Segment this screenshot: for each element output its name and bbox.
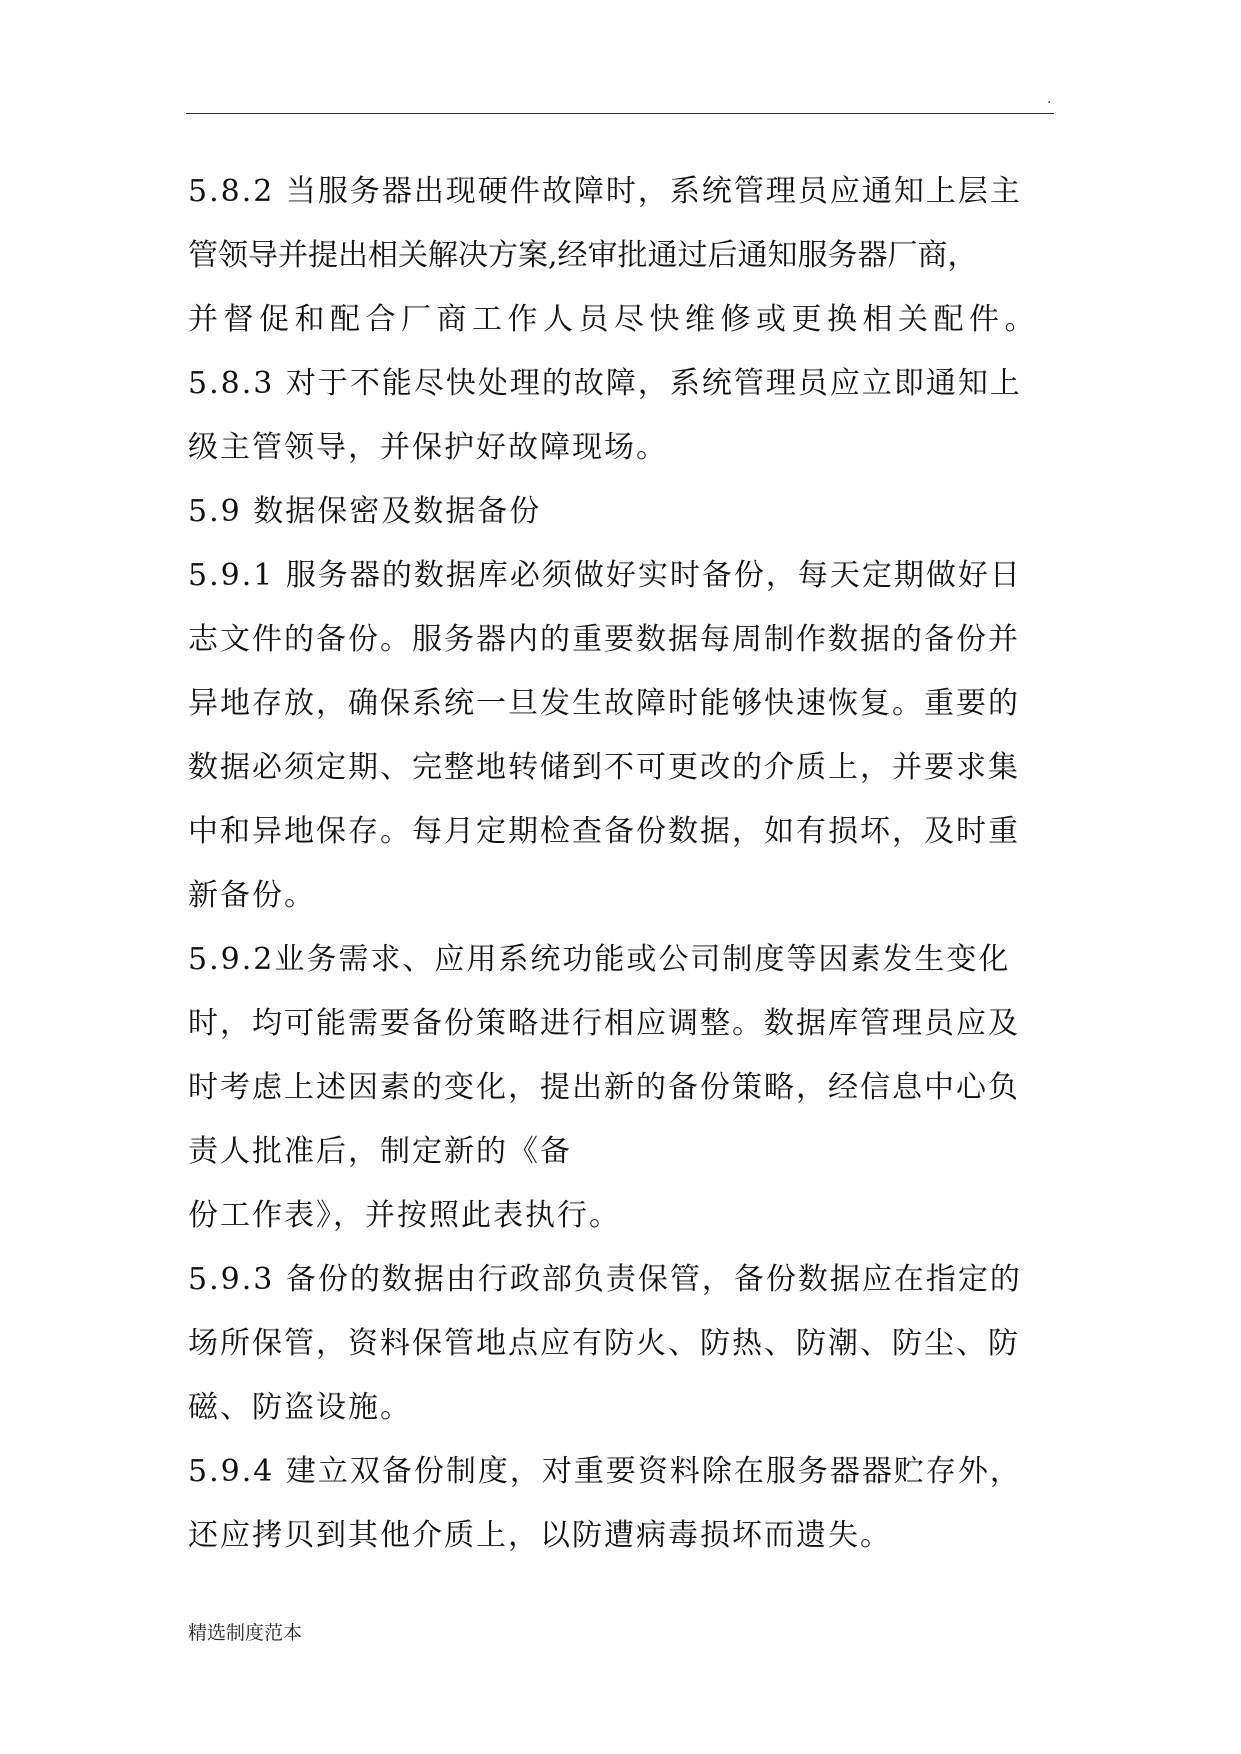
body-line: 5.9.2业务需求、应用系统功能或公司制度等因素发生变化 — [188, 942, 1011, 977]
body-line: 数据必须定期、完整地转储到不可更改的介质上，并要求集 — [188, 750, 1020, 785]
body-line: 5.8.3 对于不能尽快处理的故障，系统管理员应立即通知上 — [188, 366, 1022, 401]
body-line: 新备份。 — [188, 878, 316, 913]
body-line: 管领导并提出相关解决方案,经审批通过后通知服务器厂商， — [188, 238, 978, 273]
body-line: 场所保管，资料保管地点应有防火、防热、防潮、防尘、防 — [188, 1326, 1020, 1361]
body-line: 份工作表》，并按照此表执行。 — [188, 1198, 621, 1233]
body-line: 并督促和配合厂商工作人员尽快维修或更换相关配件。 — [188, 302, 1040, 337]
body-line: 5.9.3 备份的数据由行政部负责保管，备份数据应在指定的 — [188, 1262, 1022, 1297]
body-line: 时考虑上述因素的变化，提出新的备份策略，经信息中心负 — [188, 1070, 1020, 1105]
body-line: 志文件的备份。服务器内的重要数据每周制作数据的备份并 — [188, 622, 1020, 657]
footer-text: 精选制度范本 — [188, 1622, 303, 1644]
body-line: 时，均可能需要备份策略进行相应调整。数据库管理员应及 — [188, 1006, 1020, 1041]
body-line: 级主管领导，并保护好故障现场。 — [188, 430, 668, 465]
body-line: 磁、防盗设施。 — [188, 1390, 412, 1425]
body-line: 5.8.2 当服务器出现硬件故障时，系统管理员应通知上层主 — [188, 174, 1022, 209]
header-dot: . — [1047, 91, 1052, 107]
body-line: 还应拷贝到其他介质上，以防遭病毒损坏而遗失。 — [188, 1518, 892, 1553]
body-line: 5.9.4 建立双备份制度，对重要资料除在服务器器贮存外， — [188, 1454, 1022, 1489]
section-heading: 5.9 数据保密及数据备份 — [188, 494, 542, 529]
body-line: 5.9.1 服务器的数据库必须做好实时备份，每天定期做好日 — [188, 558, 1022, 593]
body-line: 中和异地保存。每月定期检查备份数据，如有损坏，及时重 — [188, 814, 1020, 849]
header-rule — [186, 113, 1054, 114]
document-body — [188, 160, 1088, 1568]
body-line: 异地存放，确保系统一旦发生故障时能够快速恢复。重要的 — [188, 686, 1020, 721]
body-line: 责人批准后，制定新的《备 — [188, 1134, 572, 1169]
